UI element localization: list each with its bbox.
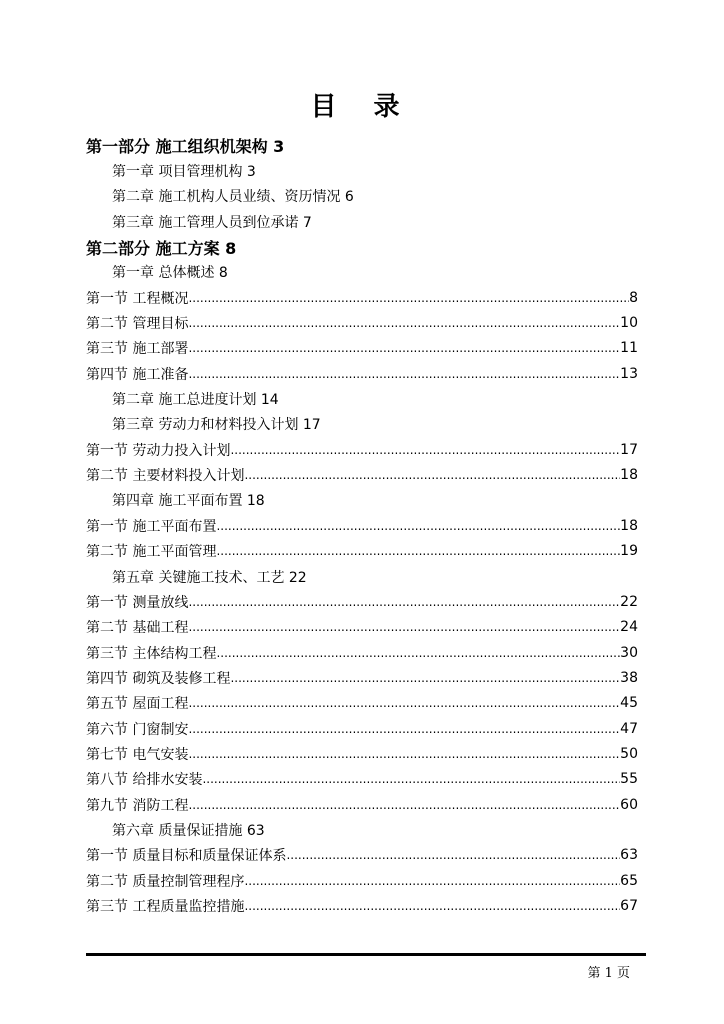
toc-chapter-entry[interactable]: 第三章 施工管理人员到位承诺 7 [112, 214, 312, 231]
toc-page-number: 50 [620, 745, 638, 762]
toc-page-number: 18 [620, 467, 638, 484]
toc-entry-label: 第三节 施工部署 [86, 341, 189, 358]
toc-section-entry[interactable] [86, 310, 638, 335]
toc-section-entry[interactable] [86, 868, 638, 893]
toc-section-entry[interactable] [86, 437, 638, 462]
toc-dot-leader [188, 366, 620, 382]
toc-page-number: 24 [620, 619, 638, 636]
toc-entry-label: 第六节 门窗制安 [86, 721, 189, 738]
toc-chapter-entry[interactable]: 第六章 质量保证措施 63 [112, 822, 265, 839]
toc-chapter-entry[interactable]: 第四章 施工平面布置 18 [112, 493, 265, 510]
toc-section-entry[interactable] [86, 513, 638, 538]
toc-dot-leader [230, 670, 620, 686]
toc-section-entry[interactable] [86, 539, 638, 564]
toc-page-number: 30 [620, 644, 638, 661]
toc-section-entry[interactable] [86, 640, 638, 665]
toc-entry-label: 第四节 施工准备 [86, 366, 189, 383]
toc-dot-leader [188, 594, 620, 610]
toc-page-number: 8 [629, 289, 638, 306]
toc-section-entry[interactable] [86, 767, 638, 792]
toc-dot-leader [244, 898, 620, 914]
toc-page-number: 60 [620, 796, 638, 813]
toc-dot-leader [202, 771, 620, 787]
toc-chapter-entry[interactable]: 第五章 关键施工技术、工艺 22 [112, 569, 307, 586]
toc-dot-leader [216, 518, 620, 534]
toc-page-number: 63 [620, 847, 638, 864]
toc-page-number: 47 [620, 720, 638, 737]
toc-chapter-entry[interactable]: 第三章 劳动力和材料投入计划 17 [112, 417, 321, 434]
toc-entry-label: 第三节 工程质量监控措施 [86, 898, 245, 915]
toc-page-number: 22 [620, 593, 638, 610]
table-of-contents [86, 133, 638, 919]
toc-section-entry[interactable] [86, 792, 638, 817]
toc-page-number: 45 [620, 695, 638, 712]
toc-dot-leader [244, 873, 620, 889]
toc-chapter-entry[interactable]: 第二章 施工机构人员业绩、资历情况 6 [112, 189, 354, 206]
toc-dot-leader [286, 847, 620, 863]
toc-entry-label: 第八节 给排水安装 [86, 772, 203, 789]
toc-section-entry[interactable] [86, 893, 638, 918]
toc-page-number: 18 [620, 517, 638, 534]
toc-section-entry[interactable] [86, 462, 638, 487]
toc-dot-leader [188, 290, 629, 306]
toc-entry-label: 第一节 劳动力投入计划 [86, 442, 231, 459]
toc-dot-leader [188, 721, 620, 737]
toc-page-number: 17 [620, 441, 638, 458]
toc-dot-leader [244, 467, 620, 483]
toc-dot-leader [216, 543, 620, 559]
toc-entry-label: 第九节 消防工程 [86, 797, 189, 814]
toc-section-entry[interactable] [86, 615, 638, 640]
toc-entry-label: 第二节 施工平面管理 [86, 544, 217, 561]
toc-section-entry[interactable] [86, 691, 638, 716]
toc-chapter-entry[interactable]: 第二章 施工总进度计划 14 [112, 392, 279, 409]
footer-divider [86, 953, 646, 956]
footer-page-number: 第 1 页 [587, 966, 630, 981]
toc-page-number: 19 [620, 543, 638, 560]
toc-entry-label: 第一节 工程概况 [86, 290, 189, 307]
toc-section-entry[interactable] [86, 361, 638, 386]
toc-dot-leader [216, 645, 620, 661]
toc-chapter-entry[interactable]: 第一章 项目管理机构 3 [112, 164, 256, 181]
toc-entry-label: 第一节 质量目标和质量保证体系 [86, 848, 287, 865]
toc-section-entry[interactable] [86, 843, 638, 868]
toc-page-number: 10 [620, 315, 638, 332]
toc-dot-leader [188, 619, 620, 635]
toc-dot-leader [188, 746, 620, 762]
toc-section-entry[interactable] [86, 589, 638, 614]
toc-entry-label: 第一节 测量放线 [86, 594, 189, 611]
toc-dot-leader [188, 340, 620, 356]
toc-entry-label: 第二节 管理目标 [86, 316, 189, 333]
toc-section-entry[interactable] [86, 741, 638, 766]
toc-entry-label: 第二节 质量控制管理程序 [86, 873, 245, 890]
toc-entry-label: 第五节 屋面工程 [86, 696, 189, 713]
toc-page-number: 13 [620, 365, 638, 382]
toc-section-entry[interactable] [86, 285, 638, 310]
toc-section-entry[interactable] [86, 336, 638, 361]
toc-page-number: 65 [620, 872, 638, 889]
toc-part-heading[interactable]: 第二部分 施工方案 8 [86, 238, 237, 258]
toc-dot-leader [188, 695, 620, 711]
toc-page-number: 55 [620, 771, 638, 788]
toc-entry-label: 第二节 基础工程 [86, 620, 189, 637]
toc-entry-label: 第四节 砌筑及装修工程 [86, 670, 231, 687]
toc-entry-label: 第一节 施工平面布置 [86, 518, 217, 535]
toc-chapter-entry[interactable]: 第一章 总体概述 8 [112, 265, 228, 282]
toc-section-entry[interactable] [86, 716, 638, 741]
toc-dot-leader [188, 315, 620, 331]
toc-page-number: 11 [620, 340, 638, 357]
toc-dot-leader [230, 442, 620, 458]
toc-part-heading[interactable]: 第一部分 施工组织机架构 3 [86, 137, 285, 157]
toc-entry-label: 第二节 主要材料投入计划 [86, 468, 245, 485]
toc-dot-leader [188, 797, 620, 813]
toc-entry-label: 第七节 电气安装 [86, 746, 189, 763]
toc-entry-label: 第三节 主体结构工程 [86, 645, 217, 662]
page-title: 目 录 [310, 92, 414, 122]
toc-page-number: 67 [620, 897, 638, 914]
toc-page-number: 38 [620, 669, 638, 686]
toc-section-entry[interactable] [86, 665, 638, 690]
